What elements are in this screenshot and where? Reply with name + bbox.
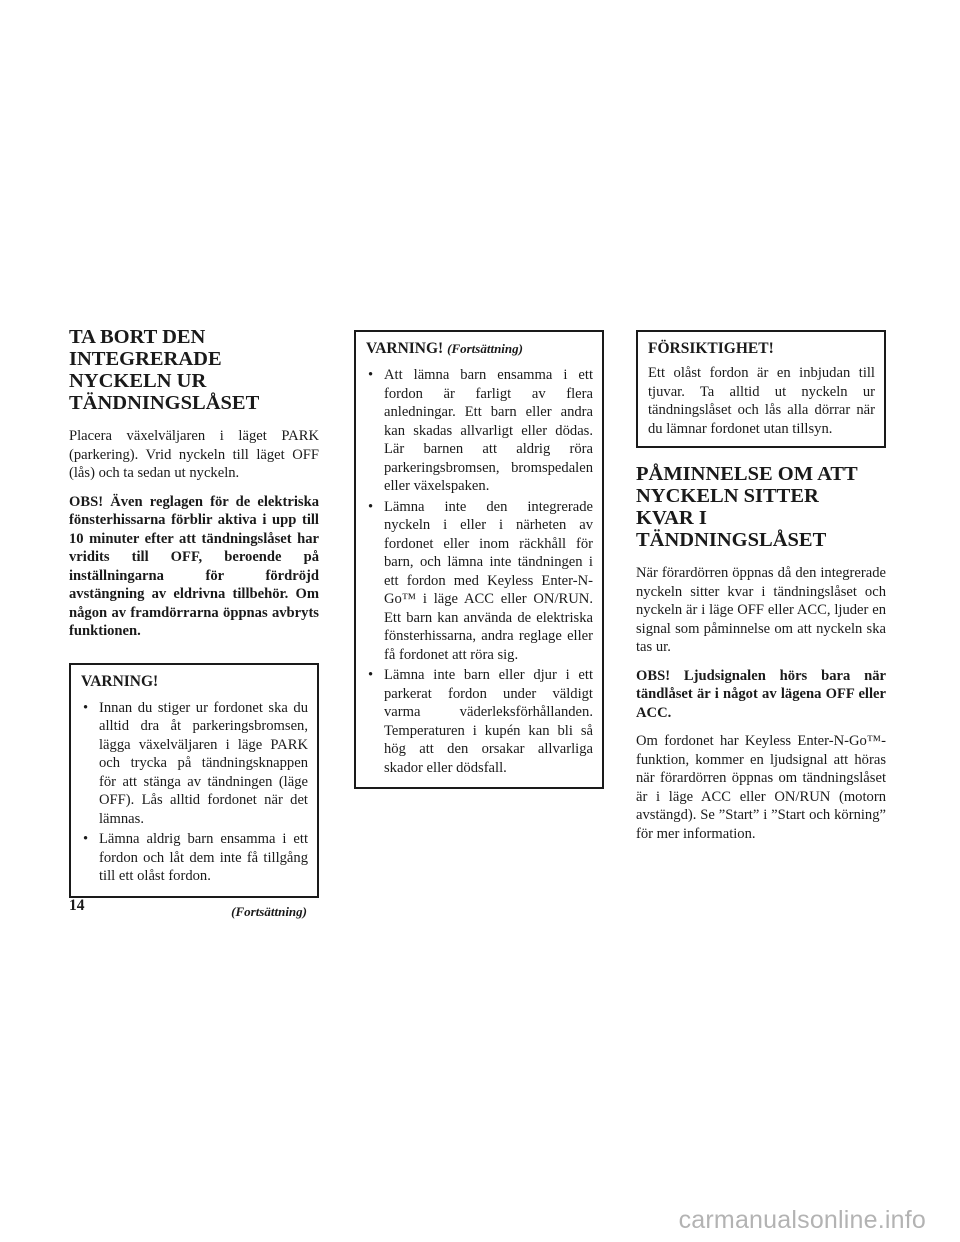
page-number: 14: [69, 897, 85, 914]
note-paragraph: [636, 667, 886, 723]
warning-title-continued: (Fortsättning): [447, 341, 523, 356]
warning-box-continued: [354, 330, 604, 789]
column-middle: [354, 330, 604, 789]
caution-text: Ett olåst fordon är en inbjudan till tjuvar. Ta alltid ut nyckeln ur tändningslåset och lås alla dörrar när du lämnar fordonet utan tillsyn.: [648, 365, 875, 437]
warning-item-text: Lämna inte den integrerade nyckeln i eller i närheten av fordonet eller inom räckhåll för barn, och lämna inte tändningen i ett fordon med Keyless Enter-N-Go™ i läge ACC eller ON/RUN. Ett barn kan använda de elektriska fönsterhissarna, andra reglage eller få fordonet att röra sig.: [384, 498, 593, 663]
warning-list: [366, 366, 593, 777]
column-left: [69, 326, 319, 920]
warning-item: [366, 498, 593, 665]
warning-box: [69, 663, 319, 898]
warning-item-text: Att lämna barn ensamma i ett fordon är farligt av flera anledningar. Ett barn eller andra kan skadas allvarligt eller dödas. Lär barnen att aldrig röra parkeringsbromsen, bromspedalen eller växelspaken.: [384, 367, 593, 494]
caution-title: FÖRSIKTIGHET!: [648, 340, 774, 357]
section-heading-key-reminder: PÅMINNELSE OM ATT NYCKELN SITTER KVAR I TÄNDNINGSLÅSET: [636, 463, 858, 551]
note-label: OBS!: [69, 493, 104, 510]
warning-item-text: Lämna aldrig barn ensamma i ett fordon och låt dem inte få tillgång till ett olåst fordon.: [99, 831, 308, 884]
column-right: [636, 330, 886, 853]
warning-list: [81, 699, 308, 886]
warning-item: [366, 666, 593, 777]
body-paragraph: Om fordonet har Keyless Enter-N-Go™-funktion, kommer en ljudsignal att höras när förardörren öppnas om tändningslåset är i läge ACC eller ON/RUN (motorn avstängd). Se ”Start” i ”Start och körning” för mer information.: [636, 733, 886, 842]
continued-label: (Fortsättning): [231, 903, 307, 919]
body-paragraph: När förardörren öppnas då den integrerade nyckeln sitter kvar i tändningslåset och nyckeln är i läge OFF eller ACC, ljuder en signal som påminnelse om att nyckeln ska tas ur.: [636, 565, 886, 655]
watermark-text: carmanualsonline.info: [678, 1206, 926, 1234]
warning-item-text: Lämna inte barn eller djur i ett parkerat fordon under väldigt varma väderleksförhållanden. Temperaturen i kupén kan bli så hög att den orsakar allvarliga skador eller dödsfall.: [384, 667, 593, 776]
bullet-icon: •: [368, 367, 374, 383]
caution-box: [636, 330, 886, 448]
body-paragraph: Placera växelväljaren i läget PARK (parkering). Vrid nyckeln till läget OFF (lås) och ta sedan ut nyckeln.: [69, 428, 319, 481]
bullet-icon: •: [83, 831, 89, 847]
note-paragraph: [69, 493, 319, 641]
warning-title: [366, 339, 593, 358]
bullet-icon: •: [368, 498, 374, 515]
warning-item: [81, 830, 308, 886]
warning-title-text: VARNING!: [366, 340, 444, 357]
note-text: Även reglagen för de elektriska fönsterhissarna förblir aktiva i upp till 10 minuter efter att tändningslåset har vridits till OFF, beroende på inställningarna för fördröjd avstängning av eldrivna tillbehör. Om någon av framdörrarna öppnas avbryts funktionen.: [69, 493, 319, 639]
warning-item-text: Innan du stiger ur fordonet ska du alltid dra åt parkeringsbromsen, lägga växelväljaren i läge PARK och trycka på tändningsknappen för att stänga av tändningen (läge OFF). Lås alltid fordonet när det lämnas.: [99, 699, 308, 827]
section-heading-remove-key: TA BORT DEN INTEGRERADE NYCKELN UR TÄNDNINGSLÅSET: [69, 326, 260, 414]
bullet-icon: •: [368, 667, 374, 683]
warning-item: [366, 366, 593, 496]
warning-item: [81, 699, 308, 829]
bullet-icon: •: [83, 699, 89, 716]
warning-title: VARNING!: [81, 672, 159, 690]
note-label: OBS!: [636, 667, 671, 684]
note-text: Ljudsignalen hörs bara när tändlåset är i något av lägena OFF eller ACC.: [636, 667, 886, 721]
